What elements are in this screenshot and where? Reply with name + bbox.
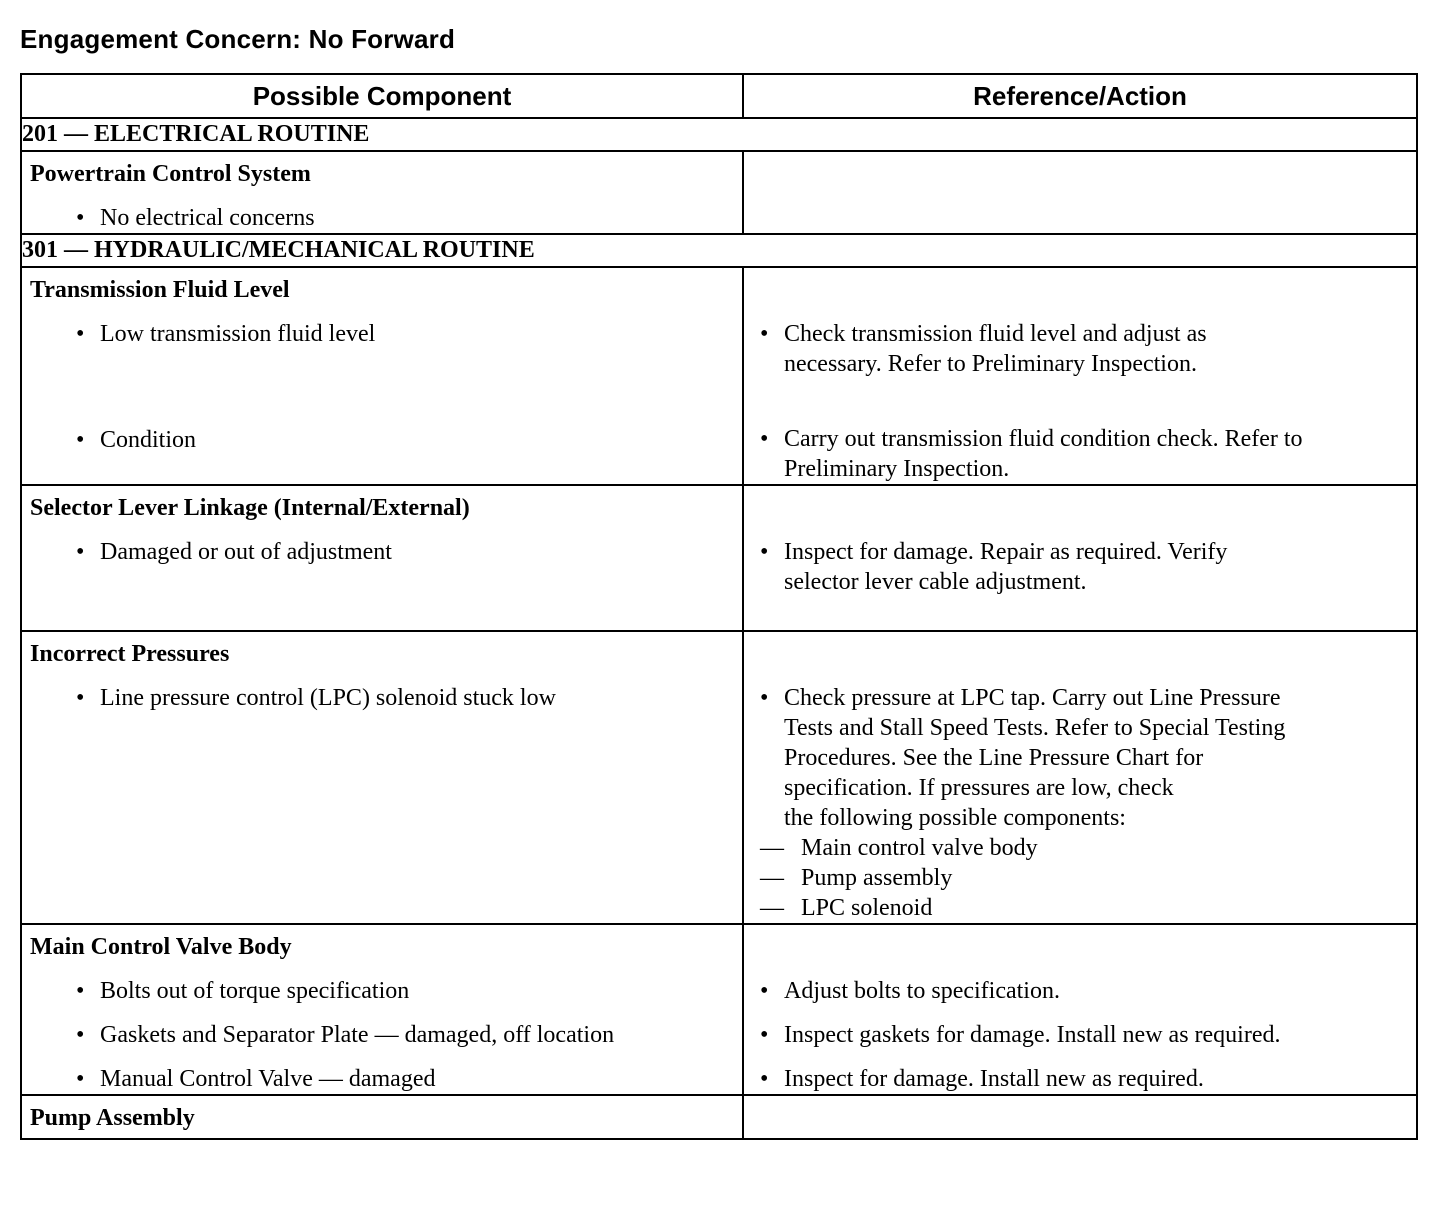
action-text: Preliminary Inspection. — [784, 456, 1010, 482]
column-header-possible-component: Possible Component — [21, 74, 743, 118]
bullet-icon: • — [76, 539, 85, 565]
action-text: Check pressure at LPC tap. Carry out Line Pressure — [784, 685, 1281, 711]
table-row — [21, 1095, 1417, 1139]
list-item — [22, 683, 742, 713]
dash-icon: — — [760, 895, 784, 921]
bullet-icon: • — [760, 539, 769, 565]
component-cell — [21, 267, 743, 485]
section-row-301 — [21, 234, 1417, 267]
list-item — [22, 1020, 742, 1050]
bullet-icon: • — [76, 1066, 85, 1092]
action-cell — [743, 924, 1417, 1095]
bullet-icon: • — [76, 205, 85, 231]
sub-item — [744, 893, 1416, 923]
sub-item — [744, 833, 1416, 863]
group-heading: Pump Assembly — [30, 1105, 195, 1131]
component-cell — [21, 485, 743, 631]
component-cell — [21, 631, 743, 924]
component-cell — [21, 1095, 743, 1139]
action-cell — [743, 151, 1417, 234]
component-text: Gaskets and Separator Plate — damaged, off location — [100, 1022, 615, 1048]
list-item — [22, 319, 742, 349]
action-text: Tests and Stall Speed Tests. Refer to Special Testing — [784, 715, 1286, 741]
sub-item-text: Main control valve body — [801, 835, 1038, 861]
group-heading: Selector Lever Linkage (Internal/External) — [30, 495, 470, 521]
dash-icon: — — [760, 865, 784, 891]
sub-item-text: Pump assembly — [801, 865, 953, 891]
action-cell — [743, 485, 1417, 631]
table-row — [21, 924, 1417, 1095]
component-text: Line pressure control (LPC) solenoid stuck low — [100, 685, 556, 711]
bullet-icon: • — [76, 321, 85, 347]
action-text: specification. If pressures are low, check — [784, 775, 1174, 801]
page-title: Engagement Concern: No Forward — [20, 24, 456, 54]
group-heading: Main Control Valve Body — [30, 934, 292, 960]
list-item — [22, 976, 742, 1006]
action-text: Inspect gaskets for damage. Install new as required. — [784, 1022, 1281, 1048]
action-text: the following possible components: — [784, 805, 1126, 831]
bullet-icon: • — [760, 426, 769, 452]
section-title: 201 — ELECTRICAL ROUTINE — [21, 118, 1417, 151]
action-item — [744, 424, 1416, 484]
action-text: selector lever cable adjustment. — [784, 569, 1087, 595]
action-item — [744, 319, 1416, 379]
bullet-icon: • — [760, 1066, 769, 1092]
dash-icon: — — [760, 835, 784, 861]
bullet-icon: • — [760, 978, 769, 1004]
bullet-icon: • — [760, 1022, 769, 1048]
component-text: Bolts out of torque specification — [100, 978, 410, 1004]
table-header-row — [21, 74, 1417, 118]
action-cell — [743, 631, 1417, 924]
action-text: necessary. Refer to Preliminary Inspection. — [784, 351, 1197, 377]
list-item — [22, 203, 742, 233]
action-text: Carry out transmission fluid condition check. Refer to — [784, 426, 1303, 452]
action-item — [744, 1064, 1416, 1094]
action-text: Inspect for damage. Repair as required. Verify — [784, 539, 1228, 565]
table-row — [21, 151, 1417, 234]
list-item — [22, 537, 742, 567]
action-text: Procedures. See the Line Pressure Chart for — [784, 745, 1204, 771]
section-row-201 — [21, 118, 1417, 151]
list-item — [22, 425, 742, 455]
group-heading: Transmission Fluid Level — [30, 277, 290, 303]
group-heading: Powertrain Control System — [30, 161, 311, 187]
action-text: Adjust bolts to specification. — [784, 978, 1060, 1004]
bullet-icon: • — [76, 685, 85, 711]
bullet-icon: • — [76, 1022, 85, 1048]
diagnosis-table — [20, 73, 1418, 1140]
component-text: Low transmission fluid level — [100, 321, 376, 347]
sub-item-text: LPC solenoid — [801, 895, 933, 921]
action-cell — [743, 1095, 1417, 1139]
component-text: No electrical concerns — [100, 205, 315, 231]
table-row — [21, 631, 1417, 924]
component-cell — [21, 924, 743, 1095]
section-title: 301 — HYDRAULIC/MECHANICAL ROUTINE — [21, 234, 1417, 267]
component-text: Condition — [100, 427, 197, 453]
list-item — [22, 1064, 742, 1094]
table-row — [21, 267, 1417, 485]
component-cell — [21, 151, 743, 234]
component-text: Manual Control Valve — damaged — [100, 1066, 436, 1092]
bullet-icon: • — [760, 685, 769, 711]
action-text: Check transmission fluid level and adjust as — [784, 321, 1207, 347]
column-header-reference-action: Reference/Action — [743, 74, 1417, 118]
bullet-icon: • — [76, 978, 85, 1004]
sub-item — [744, 863, 1416, 893]
action-item — [744, 537, 1416, 597]
table-row — [21, 485, 1417, 631]
action-item — [744, 683, 1416, 833]
action-item — [744, 976, 1416, 1006]
action-cell — [743, 267, 1417, 485]
component-text: Damaged or out of adjustment — [100, 539, 392, 565]
bullet-icon: • — [760, 321, 769, 347]
group-heading: Incorrect Pressures — [30, 641, 230, 667]
bullet-icon: • — [76, 427, 85, 453]
action-item — [744, 1020, 1416, 1050]
action-text: Inspect for damage. Install new as required. — [784, 1066, 1204, 1092]
